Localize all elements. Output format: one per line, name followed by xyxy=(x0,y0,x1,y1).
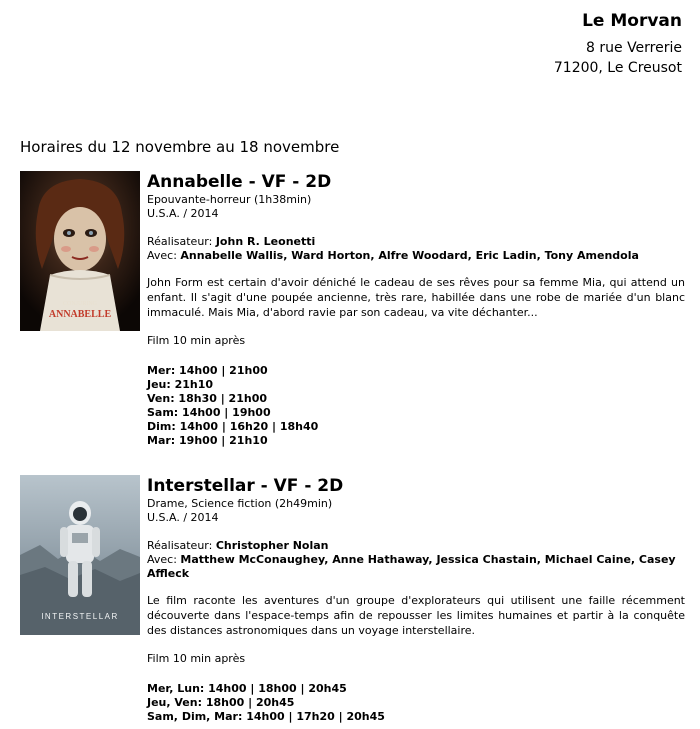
showtime-row: Dim: 14h00 | 16h20 | 18h40 xyxy=(147,420,319,433)
movie-genre: Drame, Science fiction (2h49min) xyxy=(147,497,333,510)
showtime-row: Mer: 14h00 | 21h00 xyxy=(147,364,268,377)
movie-origin: U.S.A. / 2014 xyxy=(147,207,219,220)
movie-info-annabelle xyxy=(147,171,685,448)
movie-synopsis: John Form est certain d'avoir déniché le cadeau de ses rêves pour sa femme Mia, qui attend un enfant. Il s'agit d'une poupée ancienne, très rare, habillée dans une robe de mariée d'un blanc immaculé. Mais Mia, d'abord ravie par son cadeau, va vite déchanter... xyxy=(147,276,685,319)
movie-after-note: Film 10 min après xyxy=(147,334,246,347)
poster-annabelle-title-text: ANNABELLE xyxy=(48,309,112,320)
showtimes xyxy=(147,364,685,448)
director-name: Christopher Nolan xyxy=(215,539,329,552)
movie-info-interstellar xyxy=(147,475,685,724)
movie-cast xyxy=(147,553,685,581)
showtime-row: Mar: 19h00 | 21h10 xyxy=(147,434,268,447)
showtime-row: Ven: 18h30 | 21h00 xyxy=(147,392,268,405)
cinema-street: 8 rue Verrerie xyxy=(586,40,682,56)
cinema-address xyxy=(554,38,682,78)
movie-title: Annabelle - VF - 2D xyxy=(147,172,332,192)
showtimes xyxy=(147,682,685,724)
director-label: Réalisateur: xyxy=(147,539,213,552)
showtime-row: Sam, Dim, Mar: 14h00 | 17h20 | 20h45 xyxy=(147,710,385,723)
cast-label: Avec: xyxy=(147,249,177,262)
cast-label: Avec: xyxy=(147,553,177,566)
movie-synopsis: Le film raconte les aventures d'un groupe d'explorateurs qui utilisent une faille récemment découverte dans l'espace-temps afin de repousser les limites humaines et partir à la conquête des distances astronomiques dans un voyage interstellaire. xyxy=(147,594,685,637)
schedule-title: Horaires du 12 novembre au 18 novembre xyxy=(20,138,340,156)
poster-annabelle-image xyxy=(20,171,140,331)
movie-genre: Epouvante-horreur (1h38min) xyxy=(147,193,312,206)
movie-director xyxy=(147,539,685,553)
cast-names: Matthew McConaughey, Anne Hathaway, Jessica Chastain, Michael Caine, Casey Affleck xyxy=(147,553,676,580)
poster-interstellar-image xyxy=(20,475,140,635)
poster-annabelle-top-text: CONJURING xyxy=(62,301,98,307)
poster-interstellar xyxy=(20,475,140,635)
movie-title: Interstellar - VF - 2D xyxy=(147,476,344,496)
director-name: John R. Leonetti xyxy=(215,235,316,248)
cast-names: Annabelle Wallis, Ward Horton, Alfre Woodard, Eric Ladin, Tony Amendola xyxy=(180,249,639,262)
showtime-row: Sam: 14h00 | 19h00 xyxy=(147,406,271,419)
showtime-row: Jeu, Ven: 18h00 | 20h45 xyxy=(147,696,295,709)
cinema-header xyxy=(554,10,682,78)
movie-director xyxy=(147,235,685,249)
movie-origin: U.S.A. / 2014 xyxy=(147,511,219,524)
showtime-row: Jeu: 21h10 xyxy=(147,378,214,391)
movie-after-note: Film 10 min après xyxy=(147,652,246,665)
showtime-row: Mer, Lun: 14h00 | 18h00 | 20h45 xyxy=(147,682,347,695)
movie-cast xyxy=(147,249,685,263)
cinema-city: 71200, Le Creusot xyxy=(553,60,682,76)
poster-annabelle xyxy=(20,171,140,331)
cinema-name: Le Morvan xyxy=(582,11,682,31)
poster-interstellar-title-text: INTERSTELLAR xyxy=(41,612,119,621)
director-label: Réalisateur: xyxy=(147,235,213,248)
